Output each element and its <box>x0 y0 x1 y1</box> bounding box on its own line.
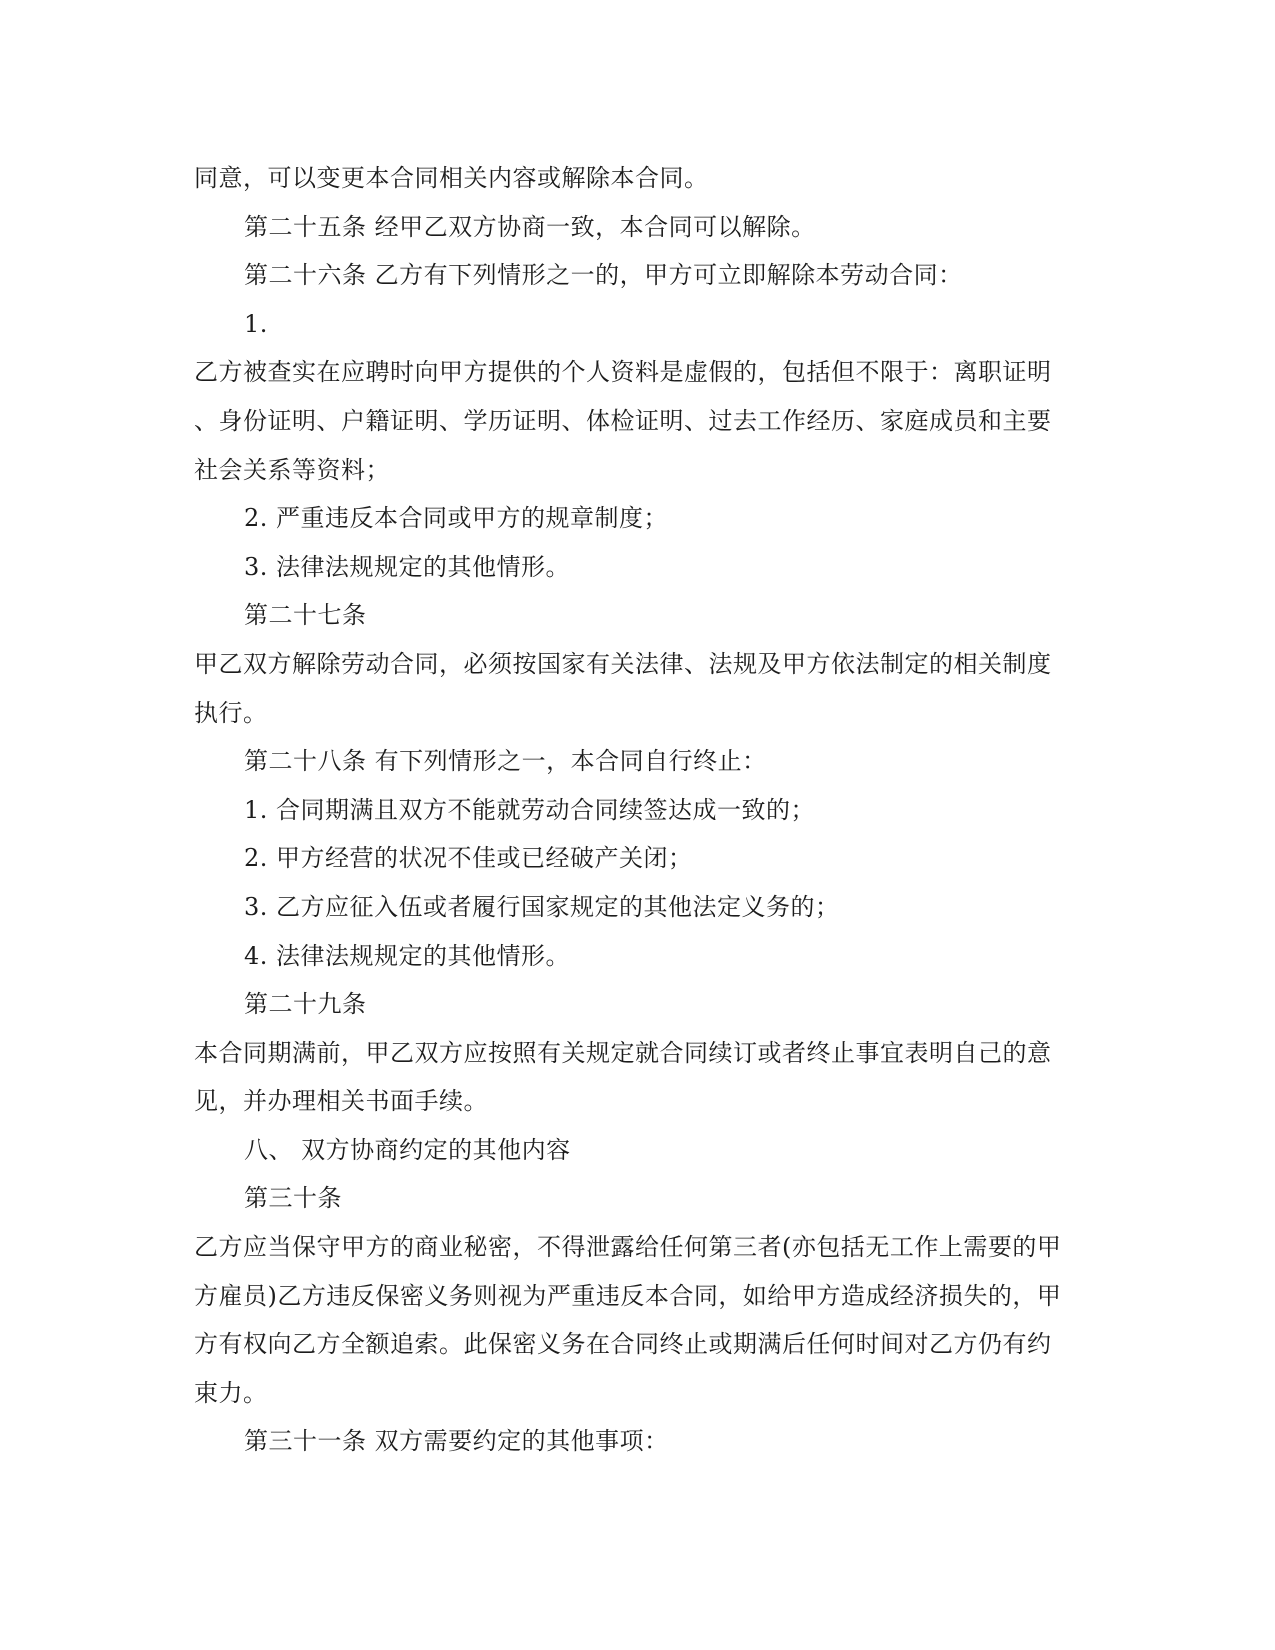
list-item-number: 1. <box>244 309 268 338</box>
list-item: 2. 甲方经营的状况不佳或已经破产关闭； <box>244 844 693 873</box>
text-line: 本合同期满前，甲乙双方应按照有关规定就合同续订或者终止事宜表明自己的意 <box>194 1038 1052 1067</box>
list-item: 3. 法律法规规定的其他情形。 <box>244 552 571 581</box>
text-line: 见，并办理相关书面手续。 <box>194 1087 488 1116</box>
text-line: 乙方被查实在应聘时向甲方提供的个人资料是虚假的，包括但不限于：离职证明 <box>194 358 1052 387</box>
text-line: 同意，可以变更本合同相关内容或解除本合同。 <box>194 164 709 192</box>
text-line: 执行。 <box>194 698 268 727</box>
article-27: 第二十七条 <box>244 601 367 630</box>
article-25: 第二十五条 经甲乙双方协商一致，本合同可以解除。 <box>244 212 816 241</box>
article-30: 第三十条 <box>244 1184 342 1213</box>
text-line: 方有权向乙方全额追索。此保密义务在合同终止或期满后任何时间对乙方仍有约 <box>194 1330 1052 1359</box>
text-line: 方雇员)乙方违反保密义务则视为严重违反本合同，如给甲方造成经济损失的，甲 <box>194 1281 1062 1310</box>
text-line: 、身份证明、户籍证明、学历证明、体检证明、过去工作经历、家庭成员和主要 <box>194 406 1052 435</box>
article-29: 第二十九条 <box>244 990 367 1019</box>
section-heading-8: 八、 双方协商约定的其他内容 <box>244 1135 571 1164</box>
article-26: 第二十六条 乙方有下列情形之一的，甲方可立即解除本劳动合同： <box>244 261 963 290</box>
article-28: 第二十八条 有下列情形之一，本合同自行终止： <box>244 747 767 776</box>
text-line: 社会关系等资料； <box>194 455 390 484</box>
list-item: 3. 乙方应征入伍或者履行国家规定的其他法定义务的； <box>244 892 840 921</box>
document-body <box>194 154 1080 1466</box>
text-line: 甲乙双方解除劳动合同，必须按国家有关法律、法规及甲方依法制定的相关制度 <box>194 649 1052 678</box>
list-item: 1. 合同期满且双方不能就劳动合同续签达成一致的； <box>244 795 816 824</box>
text-line: 乙方应当保守甲方的商业秘密，不得泄露给任何第三者(亦包括无工作上需要的甲 <box>194 1233 1062 1262</box>
list-item: 2. 严重违反本合同或甲方的规章制度； <box>244 504 669 533</box>
text-line: 束力。 <box>194 1378 268 1407</box>
article-31: 第三十一条 双方需要约定的其他事项： <box>244 1427 669 1456</box>
list-item: 4. 法律法规规定的其他情形。 <box>244 941 571 970</box>
